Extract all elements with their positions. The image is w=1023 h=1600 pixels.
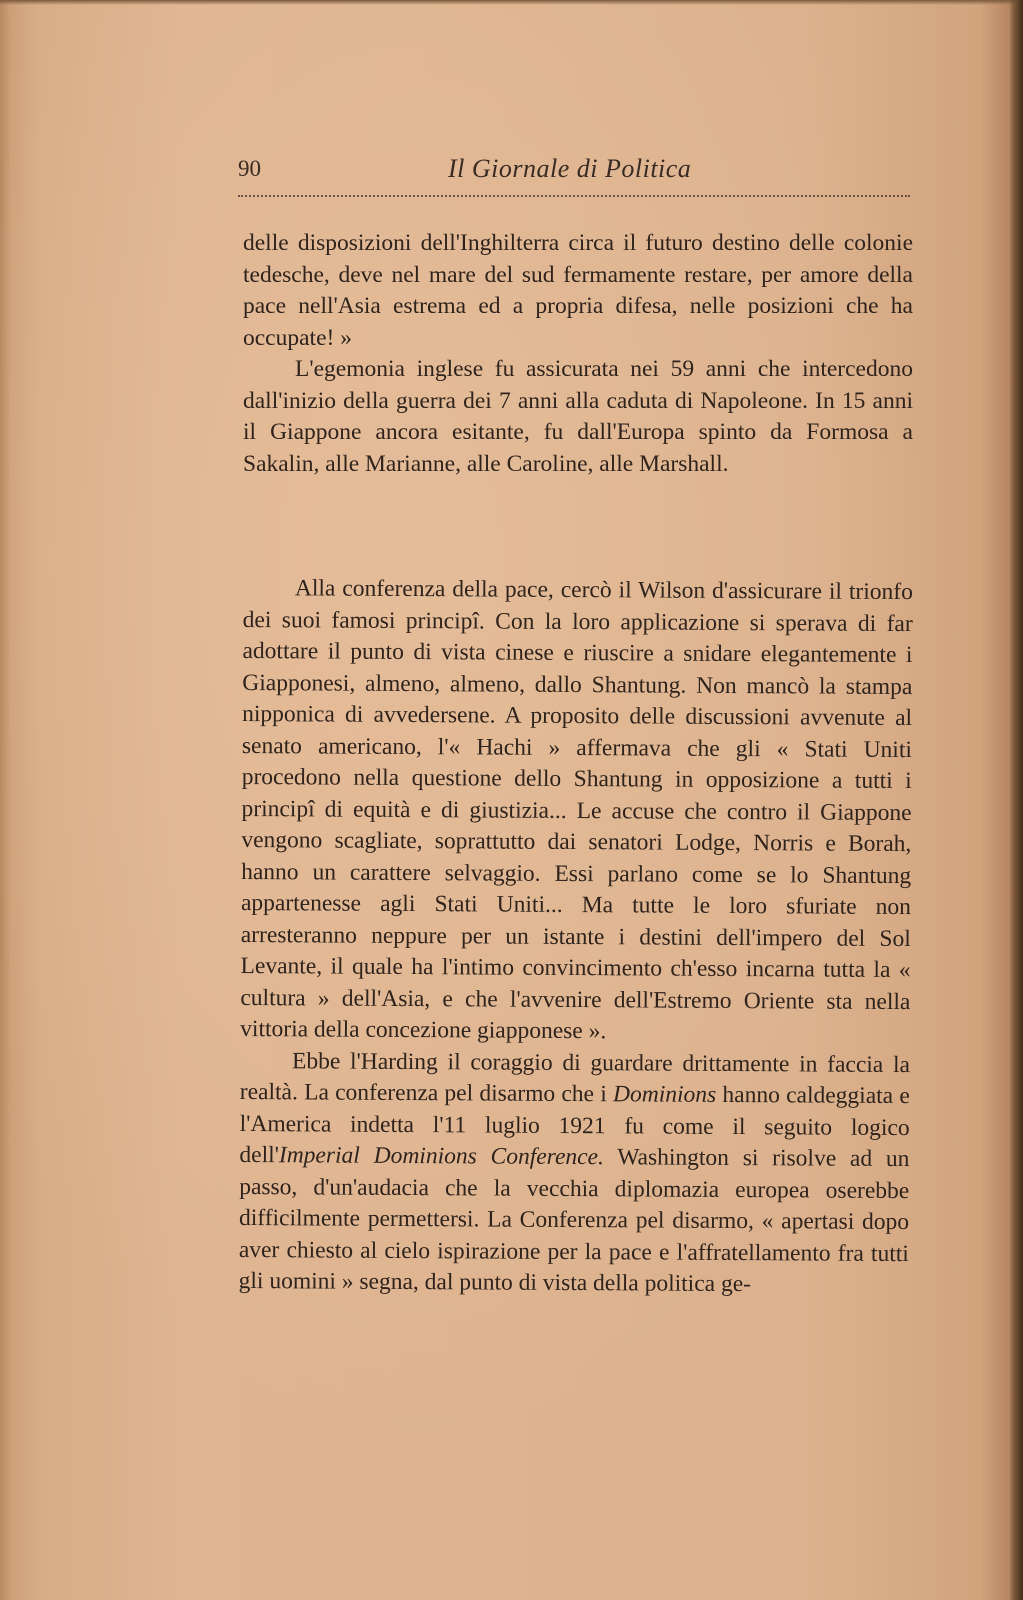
journal-title: Il Giornale di Politica xyxy=(448,154,692,183)
harding-text-1: Ebbe l'Harding il coraggio di guardare drittamente in faccia la realtà. La conferenza pel disarmo che i xyxy=(239,1047,911,1108)
running-head xyxy=(238,152,910,188)
imperial-conference-italic: Imperial Dominions Conference. xyxy=(278,1142,604,1171)
paragraph-egemonia: L'egemonia inglese fu assicurata nei 59 anni che intercedono dall'inizio della guerra dei 7 anni alla caduta di Napoleone. In 15 anni il Giappone ancora esitante, fu dall'Europa spinto da Formosa a Sakalin, alle Marianne, alle Caroline, alle Marshall. xyxy=(243,356,913,477)
dominions-italic: Dominions xyxy=(612,1081,717,1108)
text-block-bottom xyxy=(239,573,913,1302)
page-top-edge-shading xyxy=(0,0,1023,5)
paragraph-continuation: delle disposizioni dell'Inghilterra circa il futuro destino delle colonie tedesche, deve nel mare del sud fermamente restare, per amore della pace nell'Asia estrema ed a propria difesa, nelle posizioni che ha occupate! » xyxy=(243,230,913,351)
harding-text-2: hanno caldeggiata e l'America indetta l'11 luglio 1921 fu come il seguito logico dell' xyxy=(239,1081,910,1169)
header-dotted-rule xyxy=(238,195,910,197)
text-block-top xyxy=(243,228,913,480)
paragraph-conferenza-pace: Alla conferenza della pace, cercò il Wilson d'assicurare il trionfo dei suoi famosi principî. Con la loro applicazione si sperava di far adottare il punto di vista cinese e riuscire a snidare elegantemente i Giapponesi, almeno, almeno, dallo Shantung. Non mancò la stampa nipponica di avvedersene. A proposito delle discussioni avvenute al senato americano, l'« Hachi » affermava che gli « Stati Uniti procedono nella questione dello Shantung in opposizione a tutti i principî di equità e di giustizia... Le accuse che contro il Giappone vengono scagliate, soprattutto dai senatori Lodge, Norris e Borah, hanno un carattere selvaggio. Essi parlano come se lo Shantung appartenesse agli Stati Uniti... Ma tutte le loro sfuriate non arresteranno neppure per un istante i destini dell'impero del Sol Levante, il quale ha l'intimo convincimento ch'esso incarna tutta la « cultura » dell'Asia, e che l'avvenire dell'Estremo Oriente sta nella vittoria della concezione giapponese ». xyxy=(240,575,913,1045)
paragraph-harding xyxy=(239,1045,911,1301)
harding-text-3: Washington si risolve ad un passo, d'un'audacia che la vecchia diplomazia europea oserebbe difficilmente permettersi. La Conferenza pel disarmo, « apertasi dopo aver chiesto al cielo ispirazione per la pace e l'affratellamento fra tutti gli uomini » segna, dal punto di vista della politica ge- xyxy=(238,1144,910,1298)
page-number: 90 xyxy=(238,156,261,181)
page-spine-edge xyxy=(1009,0,1023,1600)
page-left-edge-shading xyxy=(0,0,10,1600)
